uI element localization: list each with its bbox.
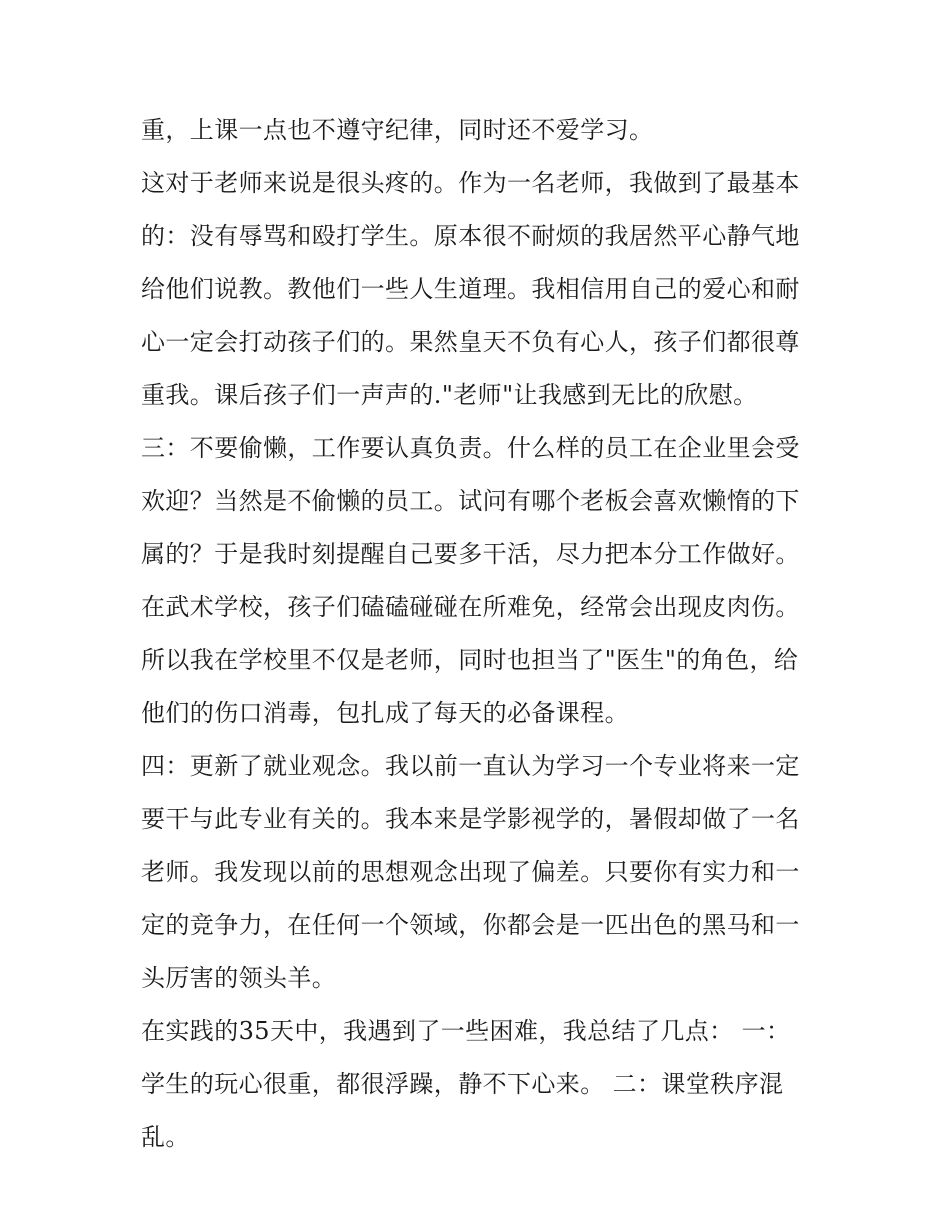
text-line: 给他们说教。教他们一些人生道理。我相信用自己的爱心和耐 [141, 275, 800, 303]
text-line: 欢迎？当然是不偷懒的员工。试问有哪个老板会喜欢懒惰的下 [141, 487, 800, 515]
text-line: 心一定会打动孩子们的。果然皇天不负有心人，孩子们都很尊 [141, 328, 800, 356]
text-line: 这对于老师来说是很头疼的。作为一名老师，我做到了最基本 [141, 169, 800, 197]
text-line: 乱。 [141, 1123, 190, 1151]
document-body [141, 104, 821, 1164]
text-line: 在实践的35天中，我遇到了一些困难，我总结了几点： 一： [141, 1017, 791, 1045]
text-line: 他们的伤口消毒，包扎成了每天的必备课程。 [141, 699, 629, 727]
text-line: 三：不要偷懒，工作要认真负责。什么样的员工在企业里会受 [141, 434, 800, 462]
text-line: 定的竞争力，在任何一个领域，你都会是一匹出色的黑马和一 [141, 911, 800, 939]
text-line: 的：没有辱骂和殴打学生。原本很不耐烦的我居然平心静气地 [141, 222, 800, 250]
text-line: 老师。我发现以前的思想观念出现了偏差。只要你有实力和一 [141, 858, 800, 886]
text-line: 四：更新了就业观念。我以前一直认为学习一个专业将来一定 [141, 752, 800, 780]
text-line: 要干与此专业有关的。我本来是学影视学的，暑假却做了一名 [141, 805, 800, 833]
text-line: 重，上课一点也不遵守纪律，同时还不爱学习。 [141, 116, 654, 144]
text-line: 学生的玩心很重，都很浮躁，静不下心来。 二：课堂秩序混 [141, 1070, 784, 1098]
text-line: 属的？于是我时刻提醒自己要多干活，尽力把本分工作做好。 [141, 540, 800, 568]
text-line: 在武术学校，孩子们磕磕碰碰在所难免，经常会出现皮肉伤。 [141, 593, 800, 621]
text-line: 所以我在学校里不仅是老师，同时也担当了"医生"的角色，给 [141, 646, 799, 674]
text-line: 重我。课后孩子们一声声的."老师"让我感到无比的欣慰。 [141, 381, 758, 409]
text-line: 头厉害的领头羊。 [141, 964, 337, 992]
